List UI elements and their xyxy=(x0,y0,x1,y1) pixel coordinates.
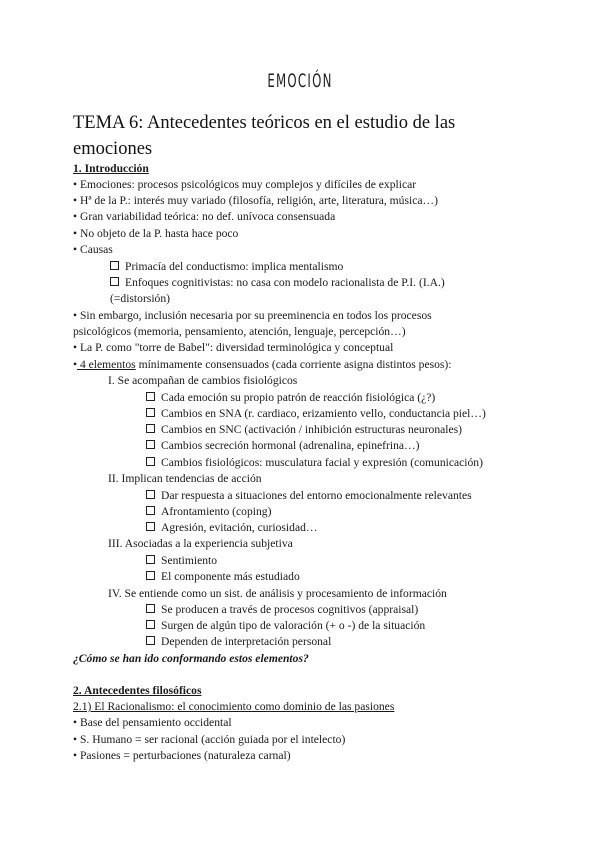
checkbox-icon xyxy=(146,457,155,466)
bullet-continuation: psicológicos (memoria, pensamiento, atención, lenguaje, percepción…) xyxy=(73,325,406,338)
roman-item: III. Asociadas a la experiencia subjetiva xyxy=(108,537,293,550)
checkbox-icon xyxy=(146,636,155,645)
page-title: EMOCIÓN xyxy=(267,70,333,92)
checklist-continuation: (=distorsión) xyxy=(110,292,170,305)
checklist-text: Primacía del conductismo: implica mentalismo xyxy=(125,260,344,273)
checklist-item xyxy=(110,275,445,291)
checklist-item xyxy=(146,488,472,504)
checkbox-icon xyxy=(146,522,155,531)
checklist-text: Se producen a través de procesos cognitivos (appraisal) xyxy=(161,603,419,616)
checklist-item xyxy=(146,438,420,454)
roman-item: II. Implican tendencias de acción xyxy=(108,472,262,485)
bullet-item: • La P. como "torre de Babel": diversidad terminológica y conceptual xyxy=(73,341,394,354)
bullet-item: • Causas xyxy=(73,243,113,256)
checklist-text: Agresión, evitación, curiosidad… xyxy=(161,521,318,534)
checklist-item xyxy=(146,406,486,422)
bullet-item: • Pasiones = perturbaciones (naturaleza carnal) xyxy=(73,749,291,762)
checklist-text: Cambios fisiológicos: musculatura facial y expresión (comunicación) xyxy=(161,456,483,469)
checklist-item xyxy=(146,618,425,634)
bullet-item: • Base del pensamiento occidental xyxy=(73,716,232,729)
bullet-item: • S. Humano = ser racional (acción guiada por el intelecto) xyxy=(73,733,346,746)
checklist-item xyxy=(146,455,483,471)
checklist-text: Cada emoción su propio patrón de reacción fisiológica (¿?) xyxy=(161,391,436,404)
checklist-text: Cambios secreción hormonal (adrenalina, epinefrina…) xyxy=(161,439,420,452)
bullet-prefix: • xyxy=(73,358,78,371)
checklist-item xyxy=(146,553,217,569)
checkbox-icon xyxy=(110,277,119,286)
bullet-item: • Emociones: procesos psicológicos muy complejos y difíciles de explicar xyxy=(73,178,417,191)
question-line: ¿Cómo se han ido conformando estos elementos? xyxy=(73,652,309,665)
checklist-text: Sentimiento xyxy=(161,554,218,567)
checklist-item xyxy=(146,569,300,585)
checklist-item xyxy=(146,634,331,650)
checklist-item xyxy=(146,422,462,438)
bullet-item: • No objeto de la P. hasta hace poco xyxy=(73,227,239,240)
checkbox-icon xyxy=(146,424,155,433)
checkbox-icon xyxy=(146,490,155,499)
checkbox-icon xyxy=(146,506,155,515)
key-term: 4 elementos xyxy=(77,358,136,371)
checkbox-icon xyxy=(146,571,155,580)
section-title: 2. Antecedentes filosóficos xyxy=(73,684,202,697)
bullet-text: mínimamente consensuados (cada corriente asigna distintos pesos): xyxy=(135,358,452,371)
bullet-item: • Gran variabilidad teórica: no def. unívoca consensuada xyxy=(73,210,336,223)
checkbox-icon xyxy=(146,392,155,401)
checkbox-icon xyxy=(146,620,155,629)
topic-heading: TEMA 6: Antecedentes teóricos en el estudio de las emociones xyxy=(73,113,456,159)
bullet-item: • Sin embargo, inclusión necesaria por su preeminencia en todos los procesos xyxy=(73,309,432,322)
checklist-text: Cambios en SNC (activación / inhibición estructuras neuronales) xyxy=(161,423,463,436)
checklist-text: Cambios en SNA (r. cardiaco, erizamiento vello, conductancia piel…) xyxy=(161,407,486,420)
checkbox-icon xyxy=(146,408,155,417)
checklist-item xyxy=(146,390,435,406)
checklist-text: Dependen de interpretación personal xyxy=(161,635,332,648)
checkbox-icon xyxy=(146,604,155,613)
roman-item: IV. Se entiende como un sist. de análisis y procesamiento de información xyxy=(108,587,447,600)
checkbox-icon xyxy=(146,555,155,564)
roman-item: I. Se acompañan de cambios fisiológicos xyxy=(108,374,298,387)
checklist-item xyxy=(146,504,271,520)
checklist-item xyxy=(110,259,343,275)
checklist-item xyxy=(146,602,418,618)
checklist-text: Surgen de algún tipo de valoración (+ o -) de la situación xyxy=(161,619,426,632)
checklist-text: Dar respuesta a situaciones del entorno emocionalmente relevantes xyxy=(161,489,472,502)
section-title: 1. Introducción xyxy=(73,162,149,175)
checkbox-icon xyxy=(110,261,119,270)
subsection-title: 2.1) El Racionalismo: el conocimiento como dominio de las pasiones xyxy=(73,700,395,713)
bullet-item xyxy=(73,357,452,373)
checklist-text: Enfoques cognitivistas: no casa con modelo racionalista de P.I. (I.A.) xyxy=(125,276,445,289)
bullet-item: • Hª de la P.: interés muy variado (filosofía, religión, arte, literatura, música…) xyxy=(73,194,438,207)
checklist-text: El componente más estudiado xyxy=(161,570,300,583)
checkbox-icon xyxy=(146,440,155,449)
checklist-text: Afrontamiento (coping) xyxy=(161,505,272,518)
checklist-item xyxy=(146,520,317,536)
